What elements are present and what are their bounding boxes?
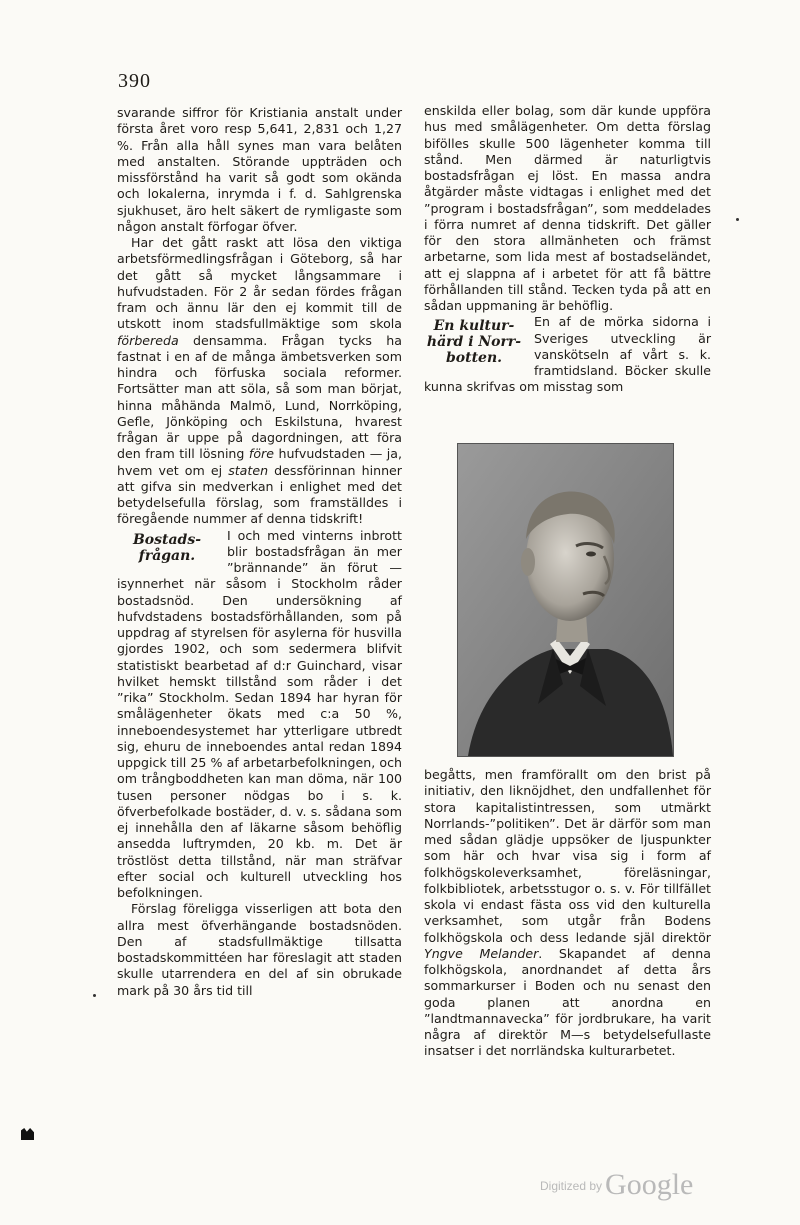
margin-dot (93, 994, 96, 997)
right-paragraph-3: begåtts, men framförallt om den brist på initiativ, den liknöjdhet, den undfallenhet för stora kapitalistintressen, som utmärkt Norrlands-”politiken”. Det är därför som man med sådan glädje uppsöker de ljuspunkter som här och hvar visa sig i form af folkhögskoleverksamhet, föreläsningar, folkbibliotek, arbetsstugor o. s. v. För tillfället skola vi endast fästa oss vid den kulturella verksamhet, som utgår från Bodens folkhögskola och dess ledande själ direktör Yngve Melander. Skapandet af denna folkhögskola, anordnandet af detta års sommarkurser i Boden och nu senast den goda planen att anordna en ”landtmannavecka” för jordbrukare, ha varit några af direktör M—s betydelsefullaste insatser i det norrländska kulturarbetet. (424, 767, 711, 1059)
emphasis-staten: staten (228, 462, 269, 478)
margin-dot (736, 218, 739, 221)
ink-blot-mark (21, 1128, 34, 1140)
watermark-small-text: Digitized by (540, 1179, 603, 1193)
left-paragraph-4: Förslag föreligga visserligen att bota den allra mest öfverhängande bostadsnöden. Den af stadsfullmäktige tillsatta bostadskommittéen har föreslagit att staden skulle utarrendera en del af sin obrukade mark på 30 års tid till (117, 901, 402, 998)
left-column (117, 105, 402, 999)
portrait-photo (457, 443, 674, 757)
portrait-illustration (458, 444, 673, 756)
emphasis-forbereda: förbereda (117, 332, 179, 348)
right-paragraph-1: enskilda eller bolag, som där kunde uppföra hus med smålägenheter. Om detta förslag bifölles skulle 500 lägenheter komma till stånd. Men därmed är naturligtvis bostadsfrågan ej löst. En massa andra åtgärder måste vidtagas i enlighet med det ”program i bostadsfrågan”, som meddelades i förra numret af denna tidskrift. Det gäller för den stora allmänheten och främst arbetarne, som lida mest af bostadseländet, att ej slappna af i arbetet för att få bättre förhållanden till stånd. Tecken tyda på att en sådan uppmaning är behöflig. (424, 103, 711, 313)
right-column (424, 103, 711, 396)
page-number: 390 (118, 70, 151, 92)
emphasis-yngve-melander: Yngve Melander (424, 945, 539, 961)
sidehead-bostadsfragan: Bostads- frågan. (132, 531, 202, 564)
emphasis-fore: före (248, 446, 274, 462)
left-paragraph-2: Har det gått raskt att lösa den viktiga arbetsförmedlingsfrågan i Göteborg, så har det gått så mycket långsammare i hufvudstaden. För 2 år sedan fördes frågan fram och ännu lär den ej kommit till de utskott inom stadsfullmäktige som skola förbereda densamma. Frågan tycks ha fastnat i en af de många ämbetsverken som hindra och förfuska sociala reformer. Fortsätter man att söla, så som man börjat, hinna måhända Malmö, Lund, Norrköping, Gefle, Jönköping och Eskilstuna, hvarest frågan är uppe på dagordningen, att föra den fram till lösning före hufvudstaden — ja, hvem vet om ej staten dessförinnan hinner att gifva sin medverkan i enlighet med det betydelsefulla förslag, som framställdes i föregående nummer af denna tidskrift! (117, 235, 403, 527)
left-paragraph-1: svarande siffror för Kristiania anstalt under första året voro resp 5,641, 2,831 och 1,27 %. Från alla håll synes man vara belåten med anstalten. Störande uppträden och missförstånd ha varit så godt som okända och lokalerna, inrymda i f. d. Sahlgrenska sjukhuset, äro helt säkert de rymligaste som någon anstalt förfogar öfver. (117, 105, 402, 234)
right-paragraph-2: En kultur- härd i Norr- botten. En af de mörka sidorna i Sveriges utveckling är vanskötseln af vårt s. k. framtidsland. Böcker skulle kunna skrifvas om misstag som (424, 314, 711, 395)
google-logo-text: Google (605, 1168, 694, 1201)
digitized-by-google-watermark (540, 1168, 693, 1202)
right-column-lower (424, 767, 711, 1060)
sidehead-kulturhard: En kultur- härd i Norr- botten. (426, 318, 522, 367)
left-paragraph-3: Bostads- frågan. I och med vinterns inbrott blir bostadsfrågan än mer ”brännande” än förut — isynnerhet när såsom i Stockholm råder bostadsnöd. Den undersökning af hufvdstadens bostadsförhållanden, som på uppdrag af styrelsen för asylerna för husvilla gjordes 1902, och som sedermera blifvit statistiskt bearbetad af d:r Guinchard, visar hvilket hemskt tillstånd som råder i det ”rika” Stockholm. Sedan 1894 har hyran för smålägenheter ökats med c:a 50 %, inneboendesystemet har ytterligare utbredt sig, ehuru de inneboendes antal redan 1894 uppgick till 25 % af arbetarbefolkningen, och om trångboddheten kan man döma, när 100 tusen personer nödgas bo i s. k. öfverbefolkade bostäder, d. v. s. sådana som ej innehålla den af läkarne såsom behöflig ansedda luftrymden, 20 kb. m. Det är tröstlöst detta tillstånd, när man sträfvar efter social och kulturell utveckling hos befolkningen. (117, 527, 402, 900)
